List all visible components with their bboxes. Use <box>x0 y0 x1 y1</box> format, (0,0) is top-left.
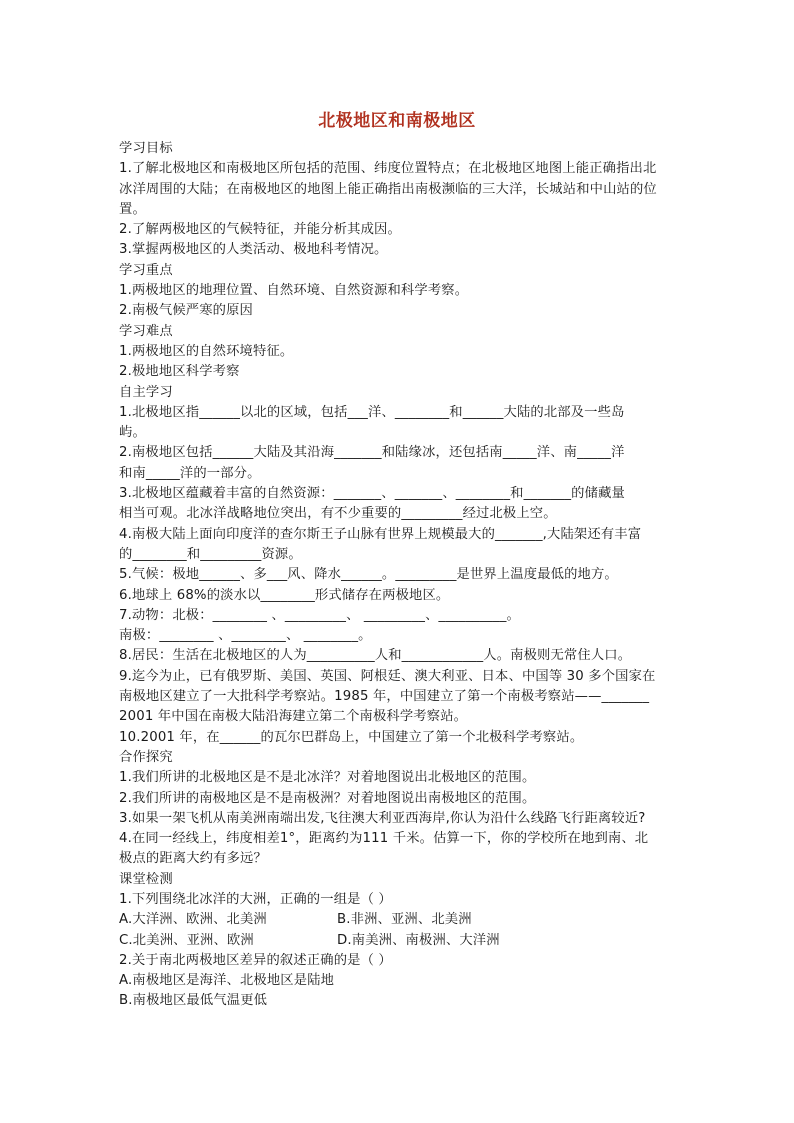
answer-option: C.北美洲、亚洲、欧洲 <box>119 932 254 948</box>
text-line: 4.南极大陆上面向印度洋的查尔斯王子山脉有世界上规模最大的_______,大陆架还有丰富 <box>119 526 642 542</box>
text-line: 6.地球上 68%的淡水以________形式储存在两极地区。 <box>119 587 450 603</box>
text-line: 7.动物：北极：________ 、_________、 _________、__________。 <box>119 607 520 623</box>
text-line: 学习难点 <box>119 323 173 339</box>
text-line: 1.两极地区的地理位置、自然环境、自然资源和科学考察。 <box>119 283 469 299</box>
text-line: 极点的距离大约有多远？ <box>119 851 267 867</box>
text-line: 3.掌握两极地区的人类活动、极地科考情况。 <box>119 242 388 258</box>
text-line: 南极地区建立了一大批科学考察站。1985 年，中国建立了第一个南极考察站——_______ <box>119 689 650 705</box>
text-line: 南极：________ 、________、 ________。 <box>119 628 372 644</box>
answer-option: B.非洲、亚洲、北美洲 <box>337 912 472 928</box>
text-line: 10.2001 年，在______的瓦尔巴群岛上，中国建立了第一个北极科学考察站。 <box>119 729 584 745</box>
text-line: 4.在同一经线上，纬度相差1°，距离约为111 千米。估算一下，你的学校所在地到南、北 <box>119 831 649 847</box>
text-line: 1.两极地区的自然环境特征。 <box>119 343 294 359</box>
text-line: 置。 <box>119 201 146 217</box>
text-line: 1.我们所讲的北极地区是不是北冰洋？对着地图说出北极地区的范围。 <box>119 770 536 786</box>
answer-option: D.南美洲、南极洲、大洋洲 <box>337 932 500 948</box>
text-line: 2.关于南北两极地区差异的叙述正确的是（ ） <box>119 952 392 968</box>
text-line: 2.我们所讲的南极地区是不是南极洲？对着地图说出南极地区的范围。 <box>119 790 536 806</box>
text-line: B.南极地区最低气温更低 <box>119 993 268 1009</box>
text-line: 冰洋周围的大陆；在南极地区的地图上能正确指出南极濒临的三大洋，长城站和中山站的位 <box>119 181 657 197</box>
text-line: A.南极地区是海洋、北极地区是陆地 <box>119 973 335 989</box>
text-line: 1.了解北极地区和南极地区所包括的范围、纬度位置特点；在北极地区地图上能正确指出北 <box>119 161 657 177</box>
text-line: 屿。 <box>119 425 146 441</box>
text-line: 9.迄今为止，已有俄罗斯、美国、英国、阿根廷、澳大利亚、日本、中国等 30 多个国家在 <box>119 668 656 684</box>
text-line: 的________和_________资源。 <box>119 546 302 562</box>
text-line: 相当可观。北冰洋战略地位突出，有不少重要的_________经过北极上空。 <box>119 506 557 522</box>
text-line: 1.北极地区指______以北的区域，包括___洋、________和______大陆的北部及一些岛 <box>119 404 625 420</box>
text-line: 课堂检测 <box>119 871 173 887</box>
text-line: 1.下列围绕北冰洋的大洲，正确的一组是（ ） <box>119 891 392 907</box>
text-line: 自主学习 <box>119 384 173 400</box>
text-line: 2.极地地区科学考察 <box>119 364 240 380</box>
text-line: 8.居民：生活在北极地区的人为__________人和____________人。南极则无常住人口。 <box>119 648 632 664</box>
text-line: 5.气候：极地______、多___风、降水______。_________是世界上温度最低的地方。 <box>119 567 618 583</box>
document-body <box>119 139 689 1012</box>
text-line: 2.南极地区包括______大陆及其沿海_______和陆缘冰，还包括南_____洋、南_____洋 <box>119 445 625 461</box>
text-line: 2.南极气候严寒的原因 <box>119 303 254 319</box>
option-row <box>119 931 689 951</box>
text-line: 3.如果一架飞机从南美洲南端出发,飞往澳大利亚西海岸,你认为沿什么线路飞行距离较近? <box>119 810 646 826</box>
text-line: 2.了解两极地区的气候特征，并能分析其成因。 <box>119 222 401 238</box>
text-line: 和南_____洋的一部分。 <box>119 465 261 481</box>
text-line: 3.北极地区蕴藏着丰富的自然资源：_______、_______、________和_______的储藏量 <box>119 486 625 502</box>
text-line: 合作探究 <box>119 749 173 765</box>
text-line: 学习重点 <box>119 262 173 278</box>
answer-option: A.大洋洲、欧洲、北美洲 <box>119 912 267 928</box>
text-line: 学习目标 <box>119 141 173 156</box>
text-line: 2001 年中国在南极大陆沿海建立第二个南极科学考察站。 <box>119 709 468 725</box>
option-row <box>119 910 689 930</box>
page-title: 北极地区和南极地区 <box>318 111 476 131</box>
